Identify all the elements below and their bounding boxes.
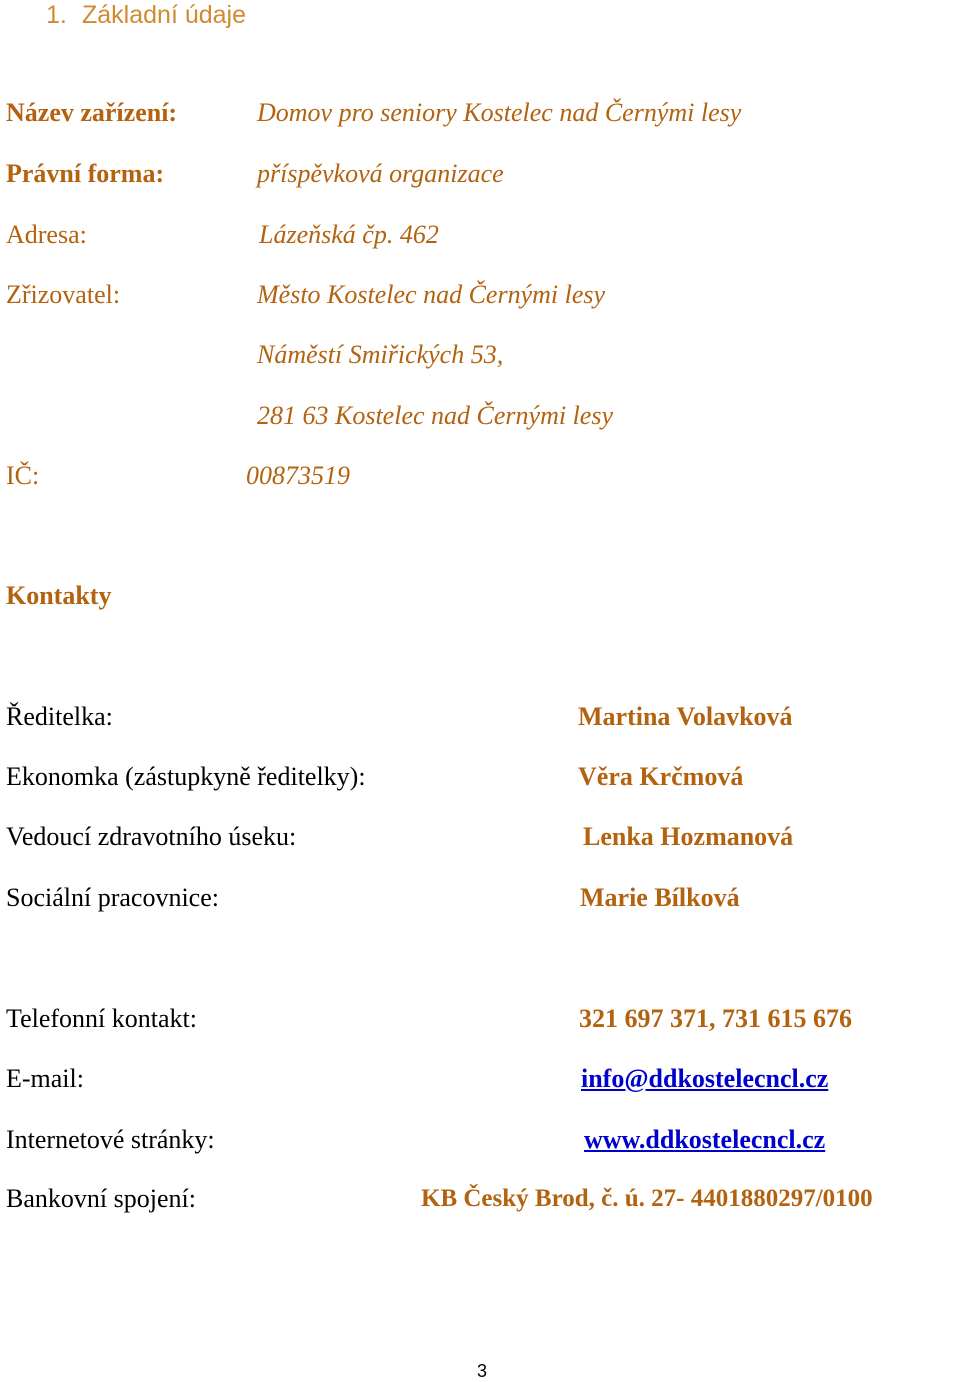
zrizovatel-name: Město Kostelec nad Černými lesy <box>257 280 606 309</box>
ic-label: IČ: <box>6 461 40 490</box>
web-link[interactable]: www.ddkostelecncl.cz <box>584 1125 826 1154</box>
socialni-value: Marie Bílková <box>580 883 740 912</box>
ekonomka-label: Ekonomka (zástupkyně ředitelky): <box>6 762 366 791</box>
vedouci-value: Lenka Hozmanová <box>583 822 794 851</box>
adresa-label: Adresa: <box>6 220 87 249</box>
bank-label: Bankovní spojení: <box>6 1184 196 1213</box>
reditelka-value: Martina Volavková <box>578 702 793 731</box>
kontakty-title: Kontakty <box>6 581 112 610</box>
nazev-label: Název zařízení: <box>6 98 178 127</box>
adresa-value: Lázeňská čp. 462 <box>259 220 439 249</box>
ic-value: 00873519 <box>246 461 350 490</box>
zrizovatel-street: Náměstí Smiřických 53, <box>257 340 504 369</box>
web-label: Internetové stránky: <box>6 1125 215 1154</box>
email-link[interactable]: info@ddkostelecncl.cz <box>581 1064 829 1093</box>
ekonomka-value: Věra Krčmová <box>578 762 744 791</box>
page-number: 3 <box>477 1361 488 1381</box>
zrizovatel-city: 281 63 Kostelec nad Černými lesy <box>257 401 613 430</box>
section-number: 1. <box>46 1 67 29</box>
nazev-value: Domov pro seniory Kostelec nad Černými lesy <box>257 98 742 127</box>
reditelka-label: Ředitelka: <box>6 702 113 731</box>
telefon-value: 321 697 371, 731 615 676 <box>579 1004 852 1033</box>
section-title: Základní údaje <box>82 1 247 29</box>
email-label: E-mail: <box>6 1064 84 1093</box>
pravni-forma-label: Právní forma: <box>6 159 165 188</box>
telefon-label: Telefonní kontakt: <box>6 1004 197 1033</box>
zrizovatel-label: Zřizovatel: <box>6 280 121 309</box>
vedouci-label: Vedoucí zdravotního úseku: <box>6 822 297 851</box>
pravni-forma-value: příspěvková organizace <box>257 159 504 188</box>
bank-value: KB Český Brod, č. ú. 27- 4401880297/0100 <box>421 1185 873 1212</box>
socialni-label: Sociální pracovnice: <box>6 883 219 912</box>
